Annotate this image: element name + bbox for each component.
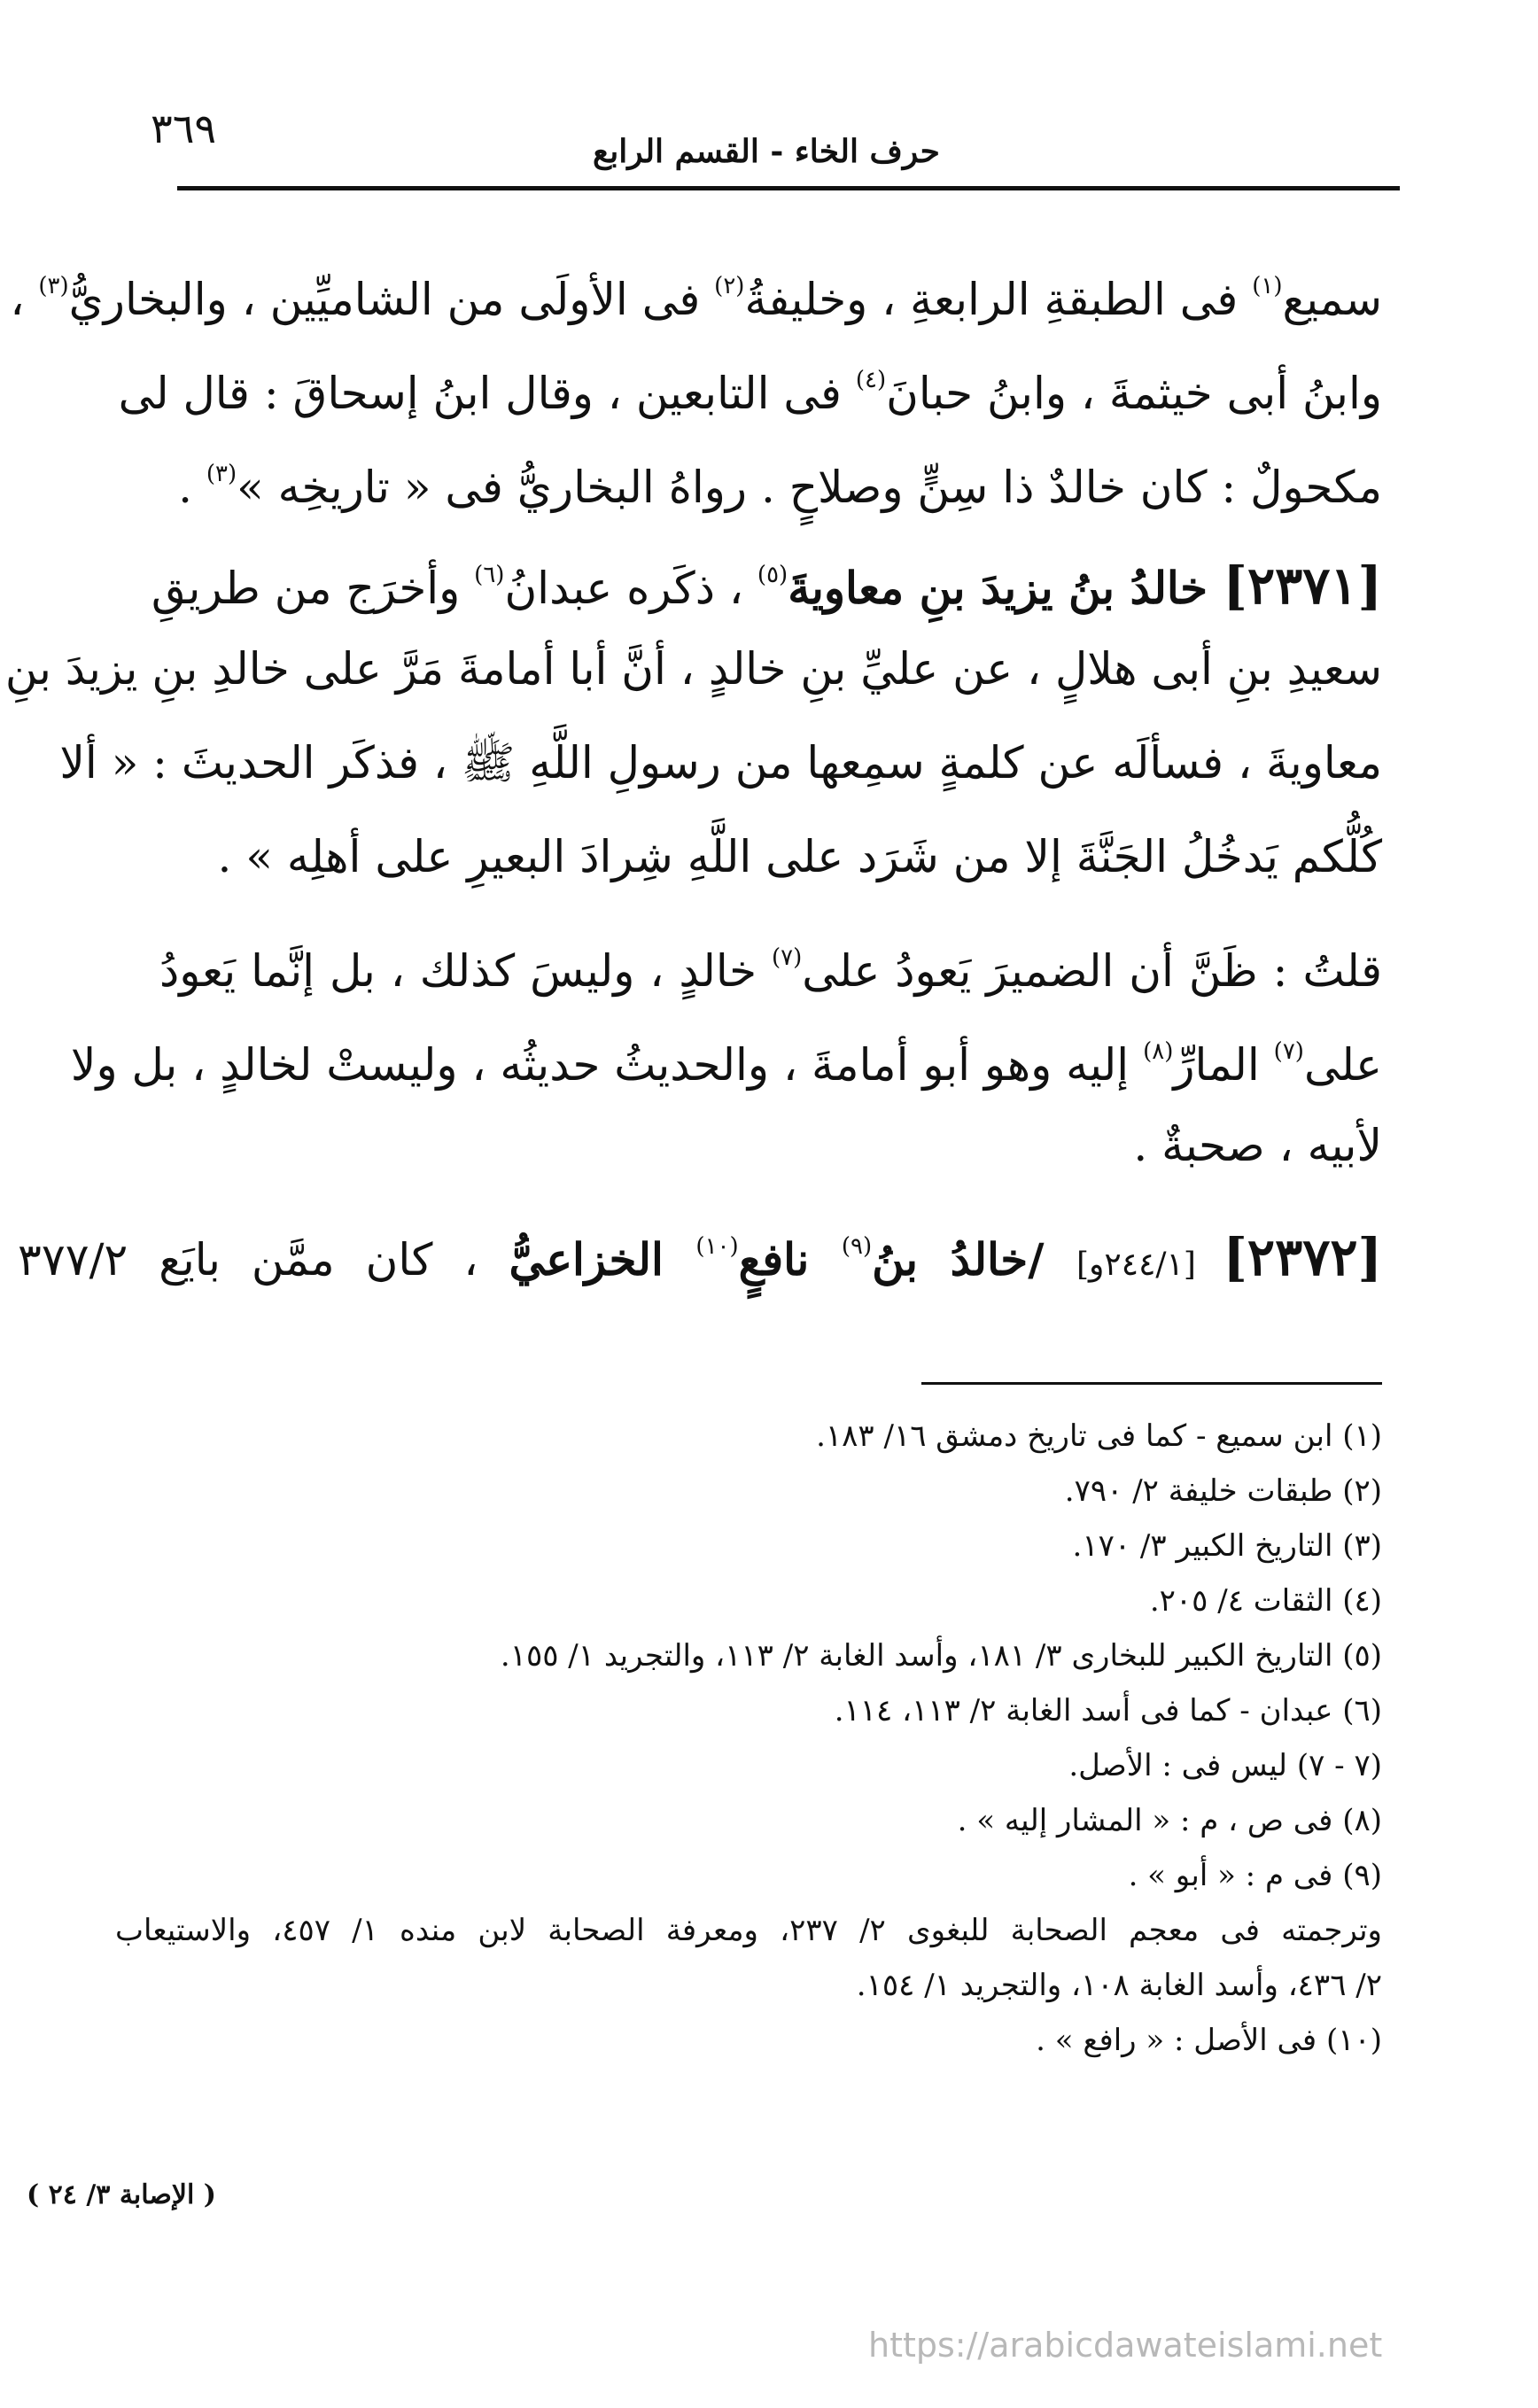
footnote-4: (٤) الثقات ٤/ ٢٠٥.	[1149, 1583, 1382, 1619]
footnote-9-continued: وترجمته فى معجم الصحابة للبغوى ٢/ ٢٣٧، ومعرفة الصحابة لابن منده ١/ ٤٥٧، والاستيعاب	[115, 1913, 1382, 1948]
text-line-6: معاويةَ ، فسألَه عن كلمةٍ سمِعها من رسولِ اللَّهِ ﷺ ، فذكَر الحديثَ : « ألا	[59, 737, 1382, 788]
running-title: حرف الخاء - القسم الرابع	[593, 133, 940, 170]
footnote-6: (٦) عبدان - كما فى أسد الغابة ٢/ ١١٣، ١١٤.	[834, 1693, 1382, 1728]
text-line-1: سميع$^{(١)}$ فى الطبقةِ الرابعةِ ، وخليفةُ$^{(٢)}$ فى الأولَى من الشاميِّين ، والبخاريُّ$^{(٣)}$ ،	[10, 273, 1382, 325]
footnote-10: (١٠) فى الأصل : « رافع » .	[1036, 2023, 1382, 2058]
watermark: https://arabicdawateislami.net	[868, 2326, 1383, 2365]
entry-name: خالدُ بنُ يزيدَ بنِ معاويةَ	[788, 562, 1223, 614]
text-line-7: كُلُّكم يَدخُلُ الجَنَّةَ إلا من شَرَد على اللَّهِ شِرادَ البعيرِ على أهلِه » .	[217, 831, 1382, 882]
page-number: ٣٦٩	[151, 105, 217, 152]
margin-ref: ٣٧٧/٢	[18, 1234, 159, 1286]
footnote-marker: (٧)	[771, 944, 803, 971]
footnote-9: (٩) فى م : « أبو » .	[1128, 1858, 1382, 1893]
footnote-marker: (٧)	[1273, 1038, 1304, 1065]
footnote-marker: (٦)	[474, 562, 505, 588]
text-line-5: سعيدِ بنِ أبى هلالٍ ، عن عليِّ بنِ خالدٍ ، أنَّ أبا أمامةَ مَرَّ على خالدِ بنِ يزيدَ بنِ	[4, 643, 1382, 695]
manuscript-ref: [٢٤٤/١و]	[1076, 1247, 1223, 1283]
footnotes	[115, 1409, 1382, 2068]
entry-number: [٢٣٧١]	[1223, 555, 1382, 616]
footnote-5: (٥) التاريخ الكبير للبخارى ٣/ ١٨١، وأسد الغابة ٢/ ١١٣، والتجريد ١/ ١٥٥.	[500, 1638, 1382, 1674]
footnote-8: (٨) فى ص ، م : « المشار إليه » .	[957, 1803, 1382, 1838]
footnote-3: (٣) التاريخ الكبير ٣/ ١٧٠.	[1072, 1528, 1382, 1564]
footnote-rule	[921, 1382, 1382, 1385]
entry-name: /خالدُ بنُ	[872, 1233, 1076, 1286]
footnote-7: (٧ - ٧) ليس فى : الأصل.	[1068, 1748, 1382, 1783]
footnote-marker: (٨)	[1143, 1038, 1174, 1065]
footnote-9-continued-2: ٢/ ٤٣٦، وأسد الغابة ١٠٨، والتجريد ١/ ١٥٤.	[856, 1968, 1382, 2003]
main-text	[4, 239, 1382, 1293]
footnote-marker: (٢)	[714, 273, 745, 299]
footnote-2: (٢) طبقات خليفة ٢/ ٧٩٠.	[1064, 1473, 1382, 1509]
text-line-9: على$^{(٧)}$ المارِّ$^{(٨)}$ إليه وهو أبو أمامةَ ، والحديثُ حديثُه ، وليستْ لخالدٍ ، بل ولا	[70, 1038, 1382, 1091]
footnote-marker: (٥)	[757, 562, 788, 588]
text-line-8: قلتُ : ظَنَّ أن الضميرَ يَعودُ على$^{(٧)}$ خالدٍ ، وليسَ كذلك ، بل إنَّما يَعودُ	[159, 944, 1382, 997]
text-line-2: وابنُ أبى خيثمةَ ، وابنُ حبانَ$^{(٤)}$ فى التابعين ، وقال ابنُ إسحاقَ : قال لى	[118, 367, 1382, 419]
footnote-marker: (٣)	[206, 461, 237, 487]
header-rule	[177, 186, 1400, 190]
text-line-3: مكحولٌ : كان خالدٌ ذا سِنٍّ وصلاحٍ . رواهُ البخاريُّ فى « تاريخِه »$^{(٣)}$ .	[178, 461, 1382, 513]
footnote-marker: (٩)	[841, 1233, 873, 1260]
entry-2372-heading: [٢٣٧٢] [٢٤٤/١و] /خالدُ بنُ$^{(٩)}$ نافعٍ$^{(١٠)}$ الخزاعيُّ ، كان ممَّن بايَع ٣٧٧/٢	[18, 1227, 1382, 1287]
entry-number: [٢٣٧٢]	[1223, 1227, 1382, 1287]
text-line-10: لأبيه ، صحبةٌ .	[1133, 1120, 1382, 1171]
footnote-marker: (١)	[1252, 273, 1283, 299]
footnote-1: (١) ابن سميع - كما فى تاريخ دمشق ١٦/ ١٨٣.	[816, 1418, 1382, 1454]
footnote-marker: (٤)	[855, 367, 887, 393]
entry-2371-heading: [٢٣٧١] خالدُ بنُ يزيدَ بنِ معاويةَ$^{(٥)}$ ، ذكَره عبدانُ$^{(٦)}$ وأخرَج من طريقِ	[151, 555, 1382, 616]
footnote-marker: (٣)	[38, 273, 69, 299]
source-signature: ( الإصابة ٣/ ٢٤ )	[27, 2179, 216, 2210]
footnote-marker: (١٠)	[695, 1233, 739, 1260]
